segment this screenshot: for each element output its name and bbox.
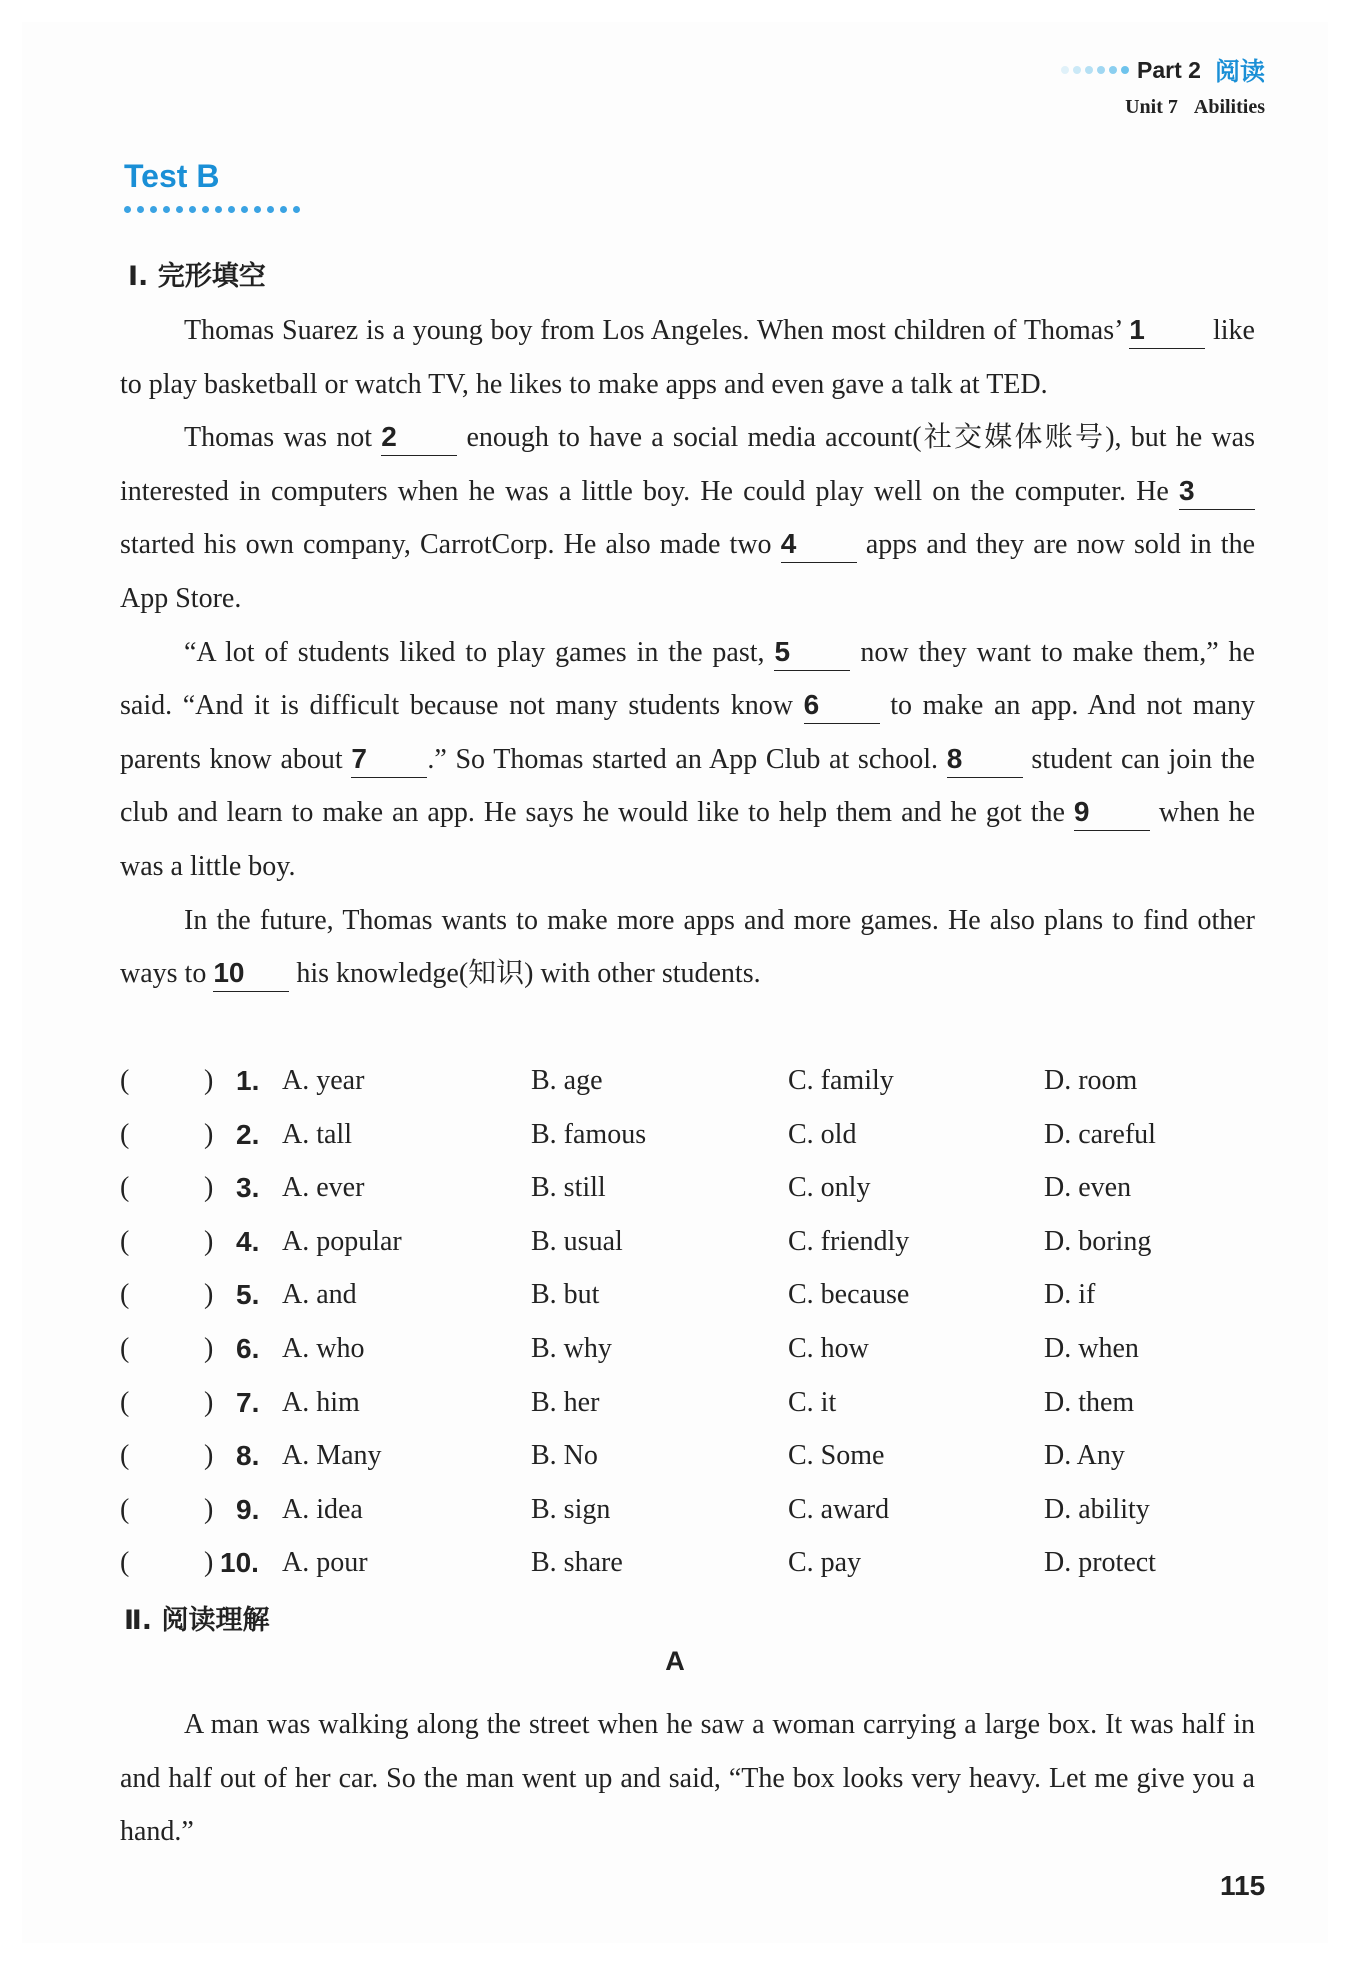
answer-paren-close: )	[204, 1118, 214, 1150]
option-a: A. idea	[282, 1493, 363, 1525]
question-row	[120, 1536, 1255, 1590]
blank-6: 6	[804, 687, 880, 724]
blank-4: 4	[781, 526, 857, 563]
section-title-reading: Ⅱ. 阅读理解	[124, 1605, 270, 1636]
option-a: A. popular	[282, 1225, 402, 1257]
question-number: 2.	[236, 1118, 260, 1150]
header-unit: Unit 7	[1125, 96, 1178, 118]
answer-paren-close: )	[204, 1065, 214, 1096]
cloze-paragraph: Thomas Suarez is a young boy from Los Angeles. When most children of Thomas’ 1 like to play basketball or watch TV, he likes to make apps and even gave a talk at TED.	[120, 314, 1255, 400]
option-b: B. but	[531, 1279, 600, 1311]
question-options	[120, 1054, 1255, 1590]
option-c: C. only	[788, 1172, 871, 1204]
option-b: B. share	[531, 1547, 623, 1579]
option-d: D. even	[1044, 1172, 1132, 1204]
option-a: A. pour	[282, 1547, 368, 1579]
question-row	[120, 1268, 1255, 1322]
passage-a-title: A	[665, 1646, 685, 1676]
running-header	[1061, 52, 1265, 119]
option-c: C. because	[788, 1279, 910, 1311]
question-number: 5.	[236, 1279, 260, 1311]
option-c: C. friendly	[788, 1225, 910, 1257]
reading-paragraph: A man was walking along the street when he saw a woman carrying a large box. It was half in and half out of her car. So the man went up and said, “The box looks very heavy. Let me give you a hand.”	[120, 1709, 1255, 1848]
answer-paren-close: )	[204, 1493, 214, 1525]
question-row	[120, 1322, 1255, 1376]
blank-8: 8	[947, 741, 1023, 778]
option-d: D. room	[1044, 1065, 1138, 1096]
title-dots-icon	[124, 206, 300, 213]
answer-paren-open: (	[120, 1172, 130, 1204]
option-a: A. year	[282, 1065, 365, 1096]
option-a: A. Many	[282, 1440, 382, 1472]
answer-paren-open: (	[120, 1332, 130, 1364]
section-title-cloze: Ⅰ. 完形填空	[128, 261, 266, 292]
question-number: 10.	[220, 1547, 259, 1579]
question-number: 6.	[236, 1332, 260, 1364]
cloze-passage	[120, 304, 1255, 1001]
answer-paren-open: (	[120, 1279, 130, 1311]
option-b: B. her	[531, 1386, 600, 1418]
blank-9: 9	[1074, 794, 1150, 831]
answer-paren-open: (	[120, 1065, 130, 1096]
answer-paren-open: (	[120, 1386, 130, 1418]
option-b: B. still	[531, 1172, 606, 1204]
option-a: A. him	[282, 1386, 360, 1418]
answer-paren-open: (	[120, 1440, 130, 1472]
option-b: B. sign	[531, 1493, 611, 1525]
question-number: 7.	[236, 1386, 260, 1418]
question-row	[120, 1429, 1255, 1483]
question-row	[120, 1376, 1255, 1430]
blank-1: 1	[1129, 312, 1205, 349]
header-dots-icon	[1061, 66, 1129, 74]
answer-paren-close: )	[204, 1332, 214, 1364]
blank-2: 2	[381, 419, 457, 456]
option-a: A. ever	[282, 1172, 365, 1204]
option-b: B. famous	[531, 1118, 647, 1150]
answer-paren-close: )	[204, 1386, 214, 1418]
option-c: C. old	[788, 1118, 857, 1150]
answer-paren-open: (	[120, 1225, 130, 1257]
question-row	[120, 1054, 1255, 1108]
cloze-paragraph: “A lot of students liked to play games in the past, 5 now they want to make them,” he said. “And it is difficult because not many students know 6 to make an app. And not many parents know about 7 .” So Thomas started an App Club at school. 8 student can join the club and learn to make an app. He says he would like to help them and he got the 9 when he was a little boy.	[120, 635, 1255, 882]
option-c: C. how	[788, 1332, 869, 1364]
question-number: 4.	[236, 1225, 260, 1257]
option-d: D. them	[1044, 1386, 1135, 1418]
option-d: D. careful	[1044, 1118, 1156, 1150]
header-unit-title: Abilities	[1193, 96, 1265, 118]
answer-paren-close: )	[204, 1172, 214, 1204]
question-number: 3.	[236, 1172, 260, 1204]
answer-paren-close: )	[204, 1279, 214, 1311]
cloze-paragraph: Thomas was not 2 enough to have a social media account(社交媒体账号), but he was interested in computers when he was a little boy. He could play well on the computer. He 3 started his own company, CarrotCorp. He also made two 4 apps and they are now sold in the App Store.	[120, 421, 1255, 614]
option-d: D. protect	[1044, 1547, 1156, 1579]
blank-3: 3	[1179, 473, 1255, 510]
answer-paren-close: )	[204, 1225, 214, 1257]
question-row	[120, 1483, 1255, 1537]
option-b: B. why	[531, 1332, 612, 1364]
blank-5: 5	[774, 634, 850, 671]
option-c: C. it	[788, 1386, 837, 1418]
blank-7: 7	[351, 741, 427, 778]
question-number: 9.	[236, 1493, 260, 1525]
question-number: 1.	[236, 1065, 260, 1096]
option-d: D. Any	[1044, 1440, 1125, 1472]
answer-paren-open: (	[120, 1118, 130, 1150]
question-row	[120, 1108, 1255, 1162]
question-row	[120, 1161, 1255, 1215]
header-part-cn: 阅读	[1214, 58, 1265, 86]
answer-paren-close: )	[204, 1547, 214, 1579]
page-number: 115	[1220, 1870, 1266, 1901]
test-title: Test B	[124, 158, 220, 194]
option-b: B. usual	[531, 1225, 623, 1257]
option-a: A. and	[282, 1279, 357, 1311]
header-part: Part 2	[1137, 56, 1201, 83]
question-row	[120, 1215, 1255, 1269]
reading-passage-a	[120, 1698, 1255, 1859]
option-c: C. Some	[788, 1440, 885, 1472]
blank-10: 10	[213, 955, 289, 992]
option-c: C. award	[788, 1493, 890, 1525]
option-d: D. if	[1044, 1279, 1096, 1311]
option-a: A. who	[282, 1332, 365, 1364]
answer-paren-open: (	[120, 1547, 130, 1579]
cloze-paragraph: In the future, Thomas wants to make more apps and more games. He also plans to find other ways to 10 his knowledge(知识) with other students.	[120, 894, 1255, 1001]
option-b: B. age	[531, 1065, 603, 1096]
option-b: B. No	[531, 1440, 598, 1472]
option-d: D. ability	[1044, 1493, 1150, 1525]
option-c: C. family	[788, 1065, 894, 1096]
answer-paren-close: )	[204, 1440, 214, 1472]
option-c: C. pay	[788, 1547, 862, 1579]
option-d: D. boring	[1044, 1225, 1152, 1257]
option-a: A. tall	[282, 1118, 352, 1150]
answer-paren-open: (	[120, 1493, 130, 1525]
option-d: D. when	[1044, 1332, 1139, 1364]
question-number: 8.	[236, 1440, 260, 1472]
